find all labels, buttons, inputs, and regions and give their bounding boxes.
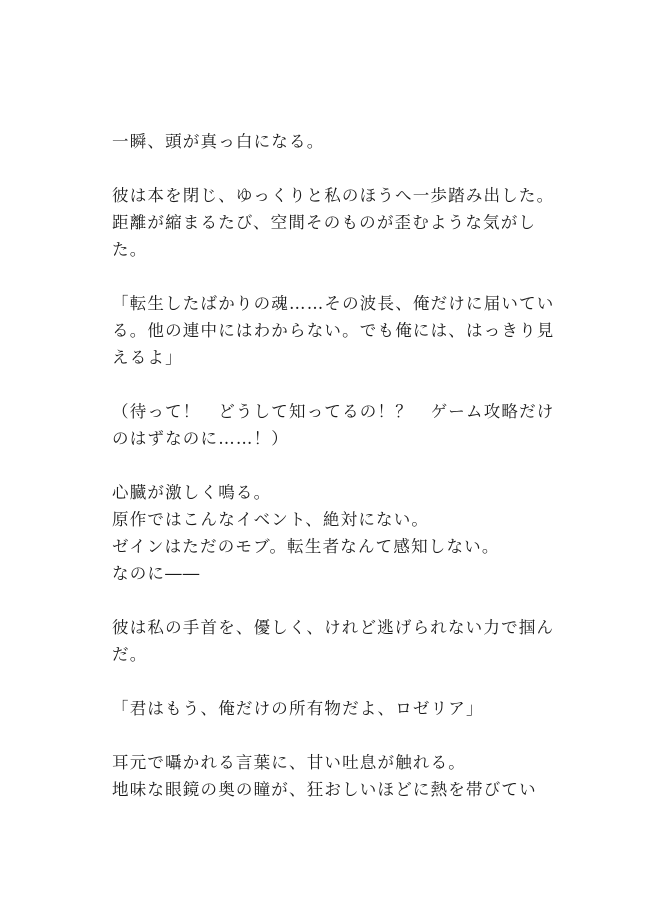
text-line: 耳元で囁かれる言葉に、甘い吐息が触れる。 bbox=[112, 753, 466, 772]
blank-line bbox=[112, 452, 552, 479]
blank-line bbox=[112, 263, 552, 290]
text-line: ゼインはただのモブ。転生者なんて感知しない。 bbox=[112, 537, 500, 556]
text-line: 「転生したばかりの魂……その波長、俺だけに届いてい bbox=[112, 294, 555, 313]
text-line: 一瞬、頭が真っ白になる。 bbox=[112, 132, 325, 151]
blank-line bbox=[112, 155, 552, 182]
text-line: 距離が縮まるたび、空間そのものが歪むような気がし bbox=[112, 213, 537, 232]
blank-line bbox=[112, 587, 552, 614]
text-line: 心臓が激しく鳴る。 bbox=[112, 483, 272, 502]
text-line: る。他の連中にはわからない。でも俺には、はっきり見 bbox=[112, 321, 555, 340]
text-line: 地味な眼鏡の奥の瞳が、狂おしいほどに熱を帯びてい bbox=[112, 780, 537, 799]
text-line: 「君はもう、俺だけの所有物だよ、ロゼリア」 bbox=[112, 699, 484, 718]
text-line: （待って！ どうして知ってるの！？ ゲーム攻略だけ bbox=[112, 402, 555, 421]
text-line: えるよ」 bbox=[112, 348, 183, 367]
text-line: た。 bbox=[112, 240, 148, 259]
blank-line bbox=[112, 668, 552, 695]
text-line: のはずなのに……！） bbox=[112, 429, 289, 448]
blank-line bbox=[112, 371, 552, 398]
text-line: 彼は本を閉じ、ゆっくりと私のほうへ一歩踏み出した。 bbox=[112, 186, 555, 205]
novel-text bbox=[112, 128, 555, 803]
text-line: 原作ではこんなイベント、絶対にない。 bbox=[112, 510, 430, 529]
blank-line bbox=[112, 722, 552, 749]
text-line: だ。 bbox=[112, 645, 148, 664]
text-line: 彼は私の手首を、優しく、けれど逃げられない力で掴ん bbox=[112, 618, 555, 637]
text-line: なのに―― bbox=[112, 564, 201, 583]
